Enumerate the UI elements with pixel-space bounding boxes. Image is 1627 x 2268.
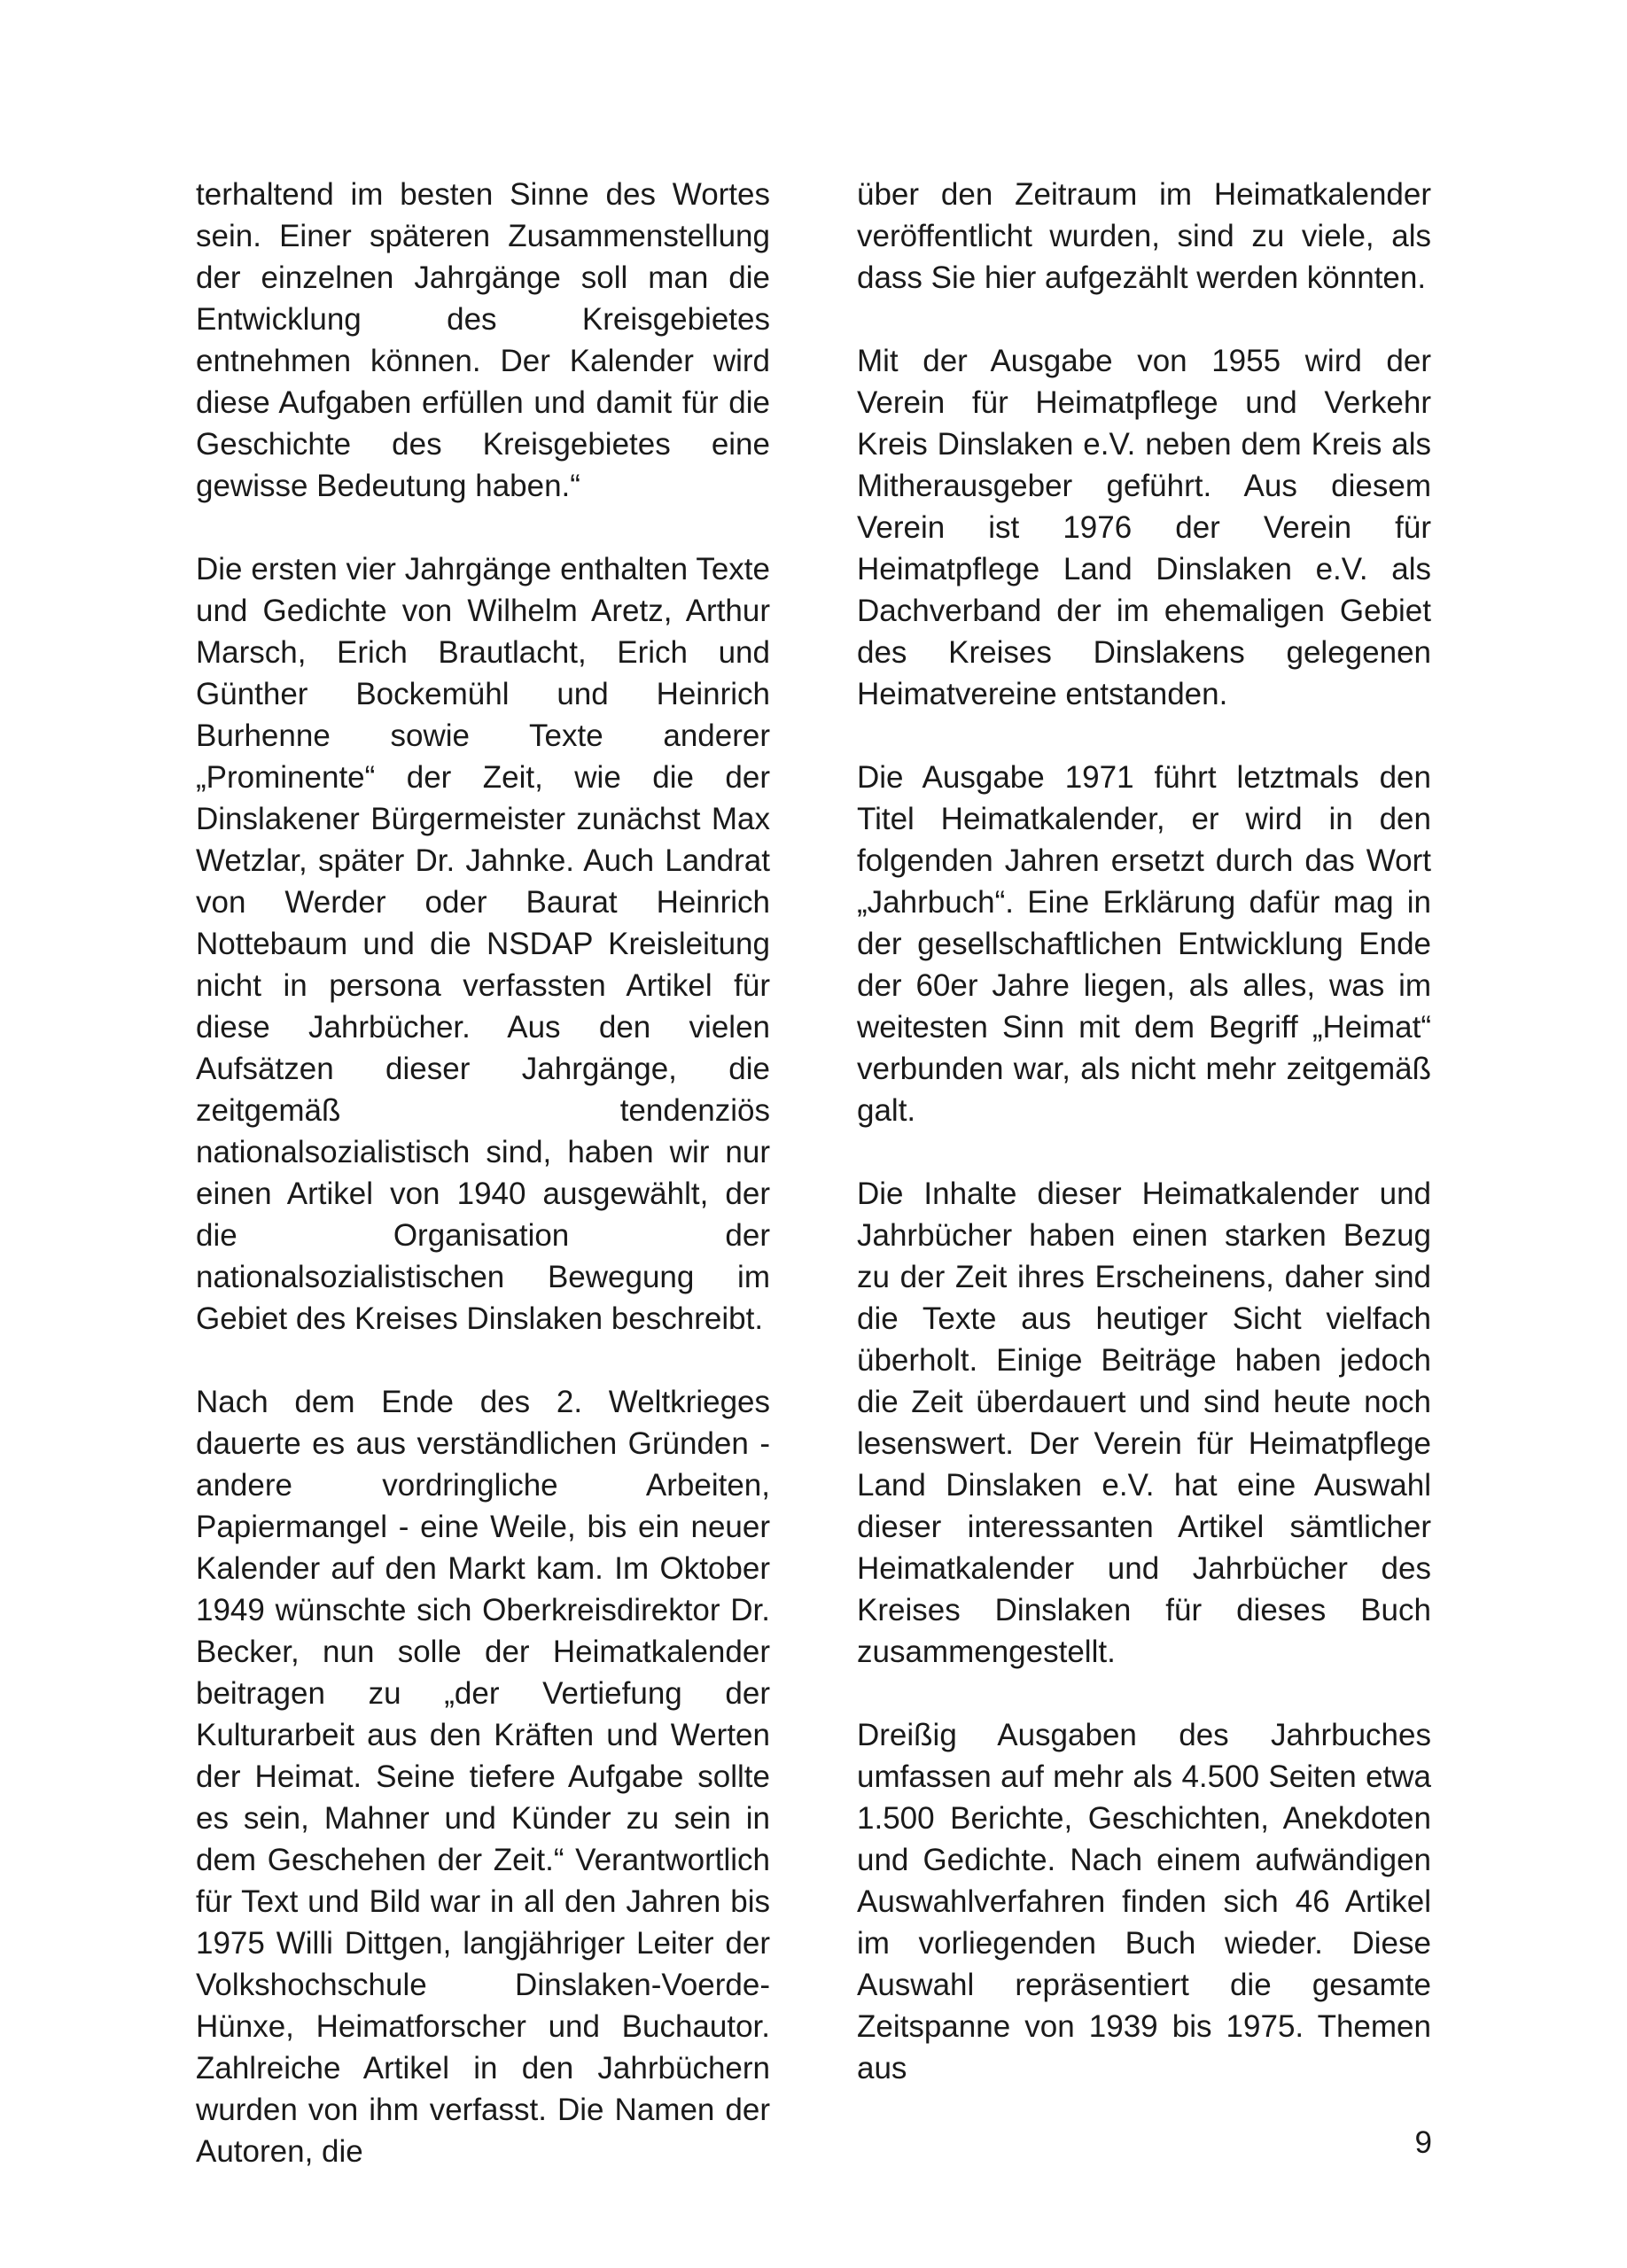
paragraph: Mit der Ausgabe von 1955 wird der Verein für Heimatpflege und Verkehr Kreis Dinslaken e.V. neben dem Kreis als Mitherausgeber geführt. Aus diesem Verein ist 1976 der Verein für Heimatpflege Land Dinslaken e.V. als Dachverband der im ehemaligen Gebiet des Kreises Dinslakens gelegenen Heimatvereine entstanden. [857, 344, 1431, 711]
paragraph: Die Inhalte dieser Heimatkalender und Jahrbücher haben einen starken Bezug zu der Zeit ihres Erscheinens, daher sind die Texte aus heutiger Sicht vielfach überholt. Einige Beiträge haben jedoch die Zeit überdauert und sind heute noch lesenswert. Der Verein für Heimatpflege Land Dinslaken e.V. hat eine Auswahl dieser interessanten Artikel sämtlicher Heimatkalender und Jahrbücher des Kreises Dinslaken für dieses Buch zusammengestellt. [857, 1177, 1431, 1669]
paragraph: über den Zeitraum im Heimatkalender veröffentlicht wurden, sind zu viele, als dass Sie hier aufgezählt werden könnten. [857, 177, 1431, 295]
left-text-column [196, 174, 770, 2172]
paragraph: Nach dem Ende des 2. Weltkrieges dauerte es aus verständlichen Gründen - andere vordringliche Arbeiten, Papiermangel - eine Weile, bis ein neuer Kalender auf den Markt kam. Im Oktober 1949 wünschte sich Oberkreisdirektor Dr. Becker, nun solle der Heimatkalender beitragen zu „der Vertiefung der Kulturarbeit aus den Kräften und Werten der Heimat. Seine tiefere Aufgabe sollte es sein, Mahner und Künder zu sein in dem Geschehen der Zeit.“ Verantwortlich für Text und Bild war in all den Jahren bis 1975 Willi Dittgen, langjähriger Leiter der Volkshochschule Dinslaken-Voerde-Hünxe, Heimatforscher und Buchautor. Zahlreiche Artikel in den Jahrbüchern wurden von ihm verfasst. Die Namen der Autoren, die [196, 1385, 770, 2169]
page-number: 9 [1414, 2125, 1432, 2160]
paragraph: Die Ausgabe 1971 führt letztmals den Titel Heimatkalender, er wird in den folgenden Jahren ersetzt durch das Wort „Jahrbuch“. Eine Erklärung dafür mag in der gesellschaftlichen Entwicklung Ende der 60er Jahre liegen, als alles, was im weitesten Sinn mit dem Begriff „Heimat“ verbunden war, als nicht mehr zeitgemäß galt. [857, 760, 1431, 1128]
paragraph: Dreißig Ausgaben des Jahrbuches umfassen auf mehr als 4.500 Seiten etwa 1.500 Berichte, Geschichten, Anekdoten und Gedichte. Nach einem aufwändigen Auswahlverfahren finden sich 46 Artikel im vorliegenden Buch wieder. Diese Auswahl repräsentiert die gesamte Zeitspanne von 1939 bis 1975. Themen aus [857, 1718, 1431, 2085]
paragraph: Die ersten vier Jahrgänge enthalten Texte und Gedichte von Wilhelm Aretz, Arthur Marsch, Erich Brautlacht, Erich und Günther Bockemühl und Heinrich Burhenne sowie Texte anderer „Prominente“ der Zeit, wie die der Dinslakener Bürgermeister zunächst Max Wetzlar, später Dr. Jahnke. Auch Landrat von Werder oder Baurat Heinrich Nottebaum und die NSDAP Kreisleitung nicht in persona verfassten Artikel für diese Jahrbücher. Aus den vielen Aufsätzen dieser Jahrgänge, die zeitgemäß tendenziös nationalsozialistisch sind, haben wir nur einen Artikel von 1940 ausgewählt, der die Organisation der nationalsozialistischen Bewegung im Gebiet des Kreises Dinslaken beschreibt. [196, 552, 770, 1336]
paragraph: terhaltend im besten Sinne des Wortes sein. Einer späteren Zusammenstellung der einzelnen Jahrgänge soll man die Entwicklung des Kreisgebietes entnehmen können. Der Kalender wird diese Aufgaben erfüllen und damit für die Geschichte des Kreisgebietes eine gewisse Bedeutung haben.“ [196, 177, 770, 503]
right-text-column [857, 174, 1431, 2089]
